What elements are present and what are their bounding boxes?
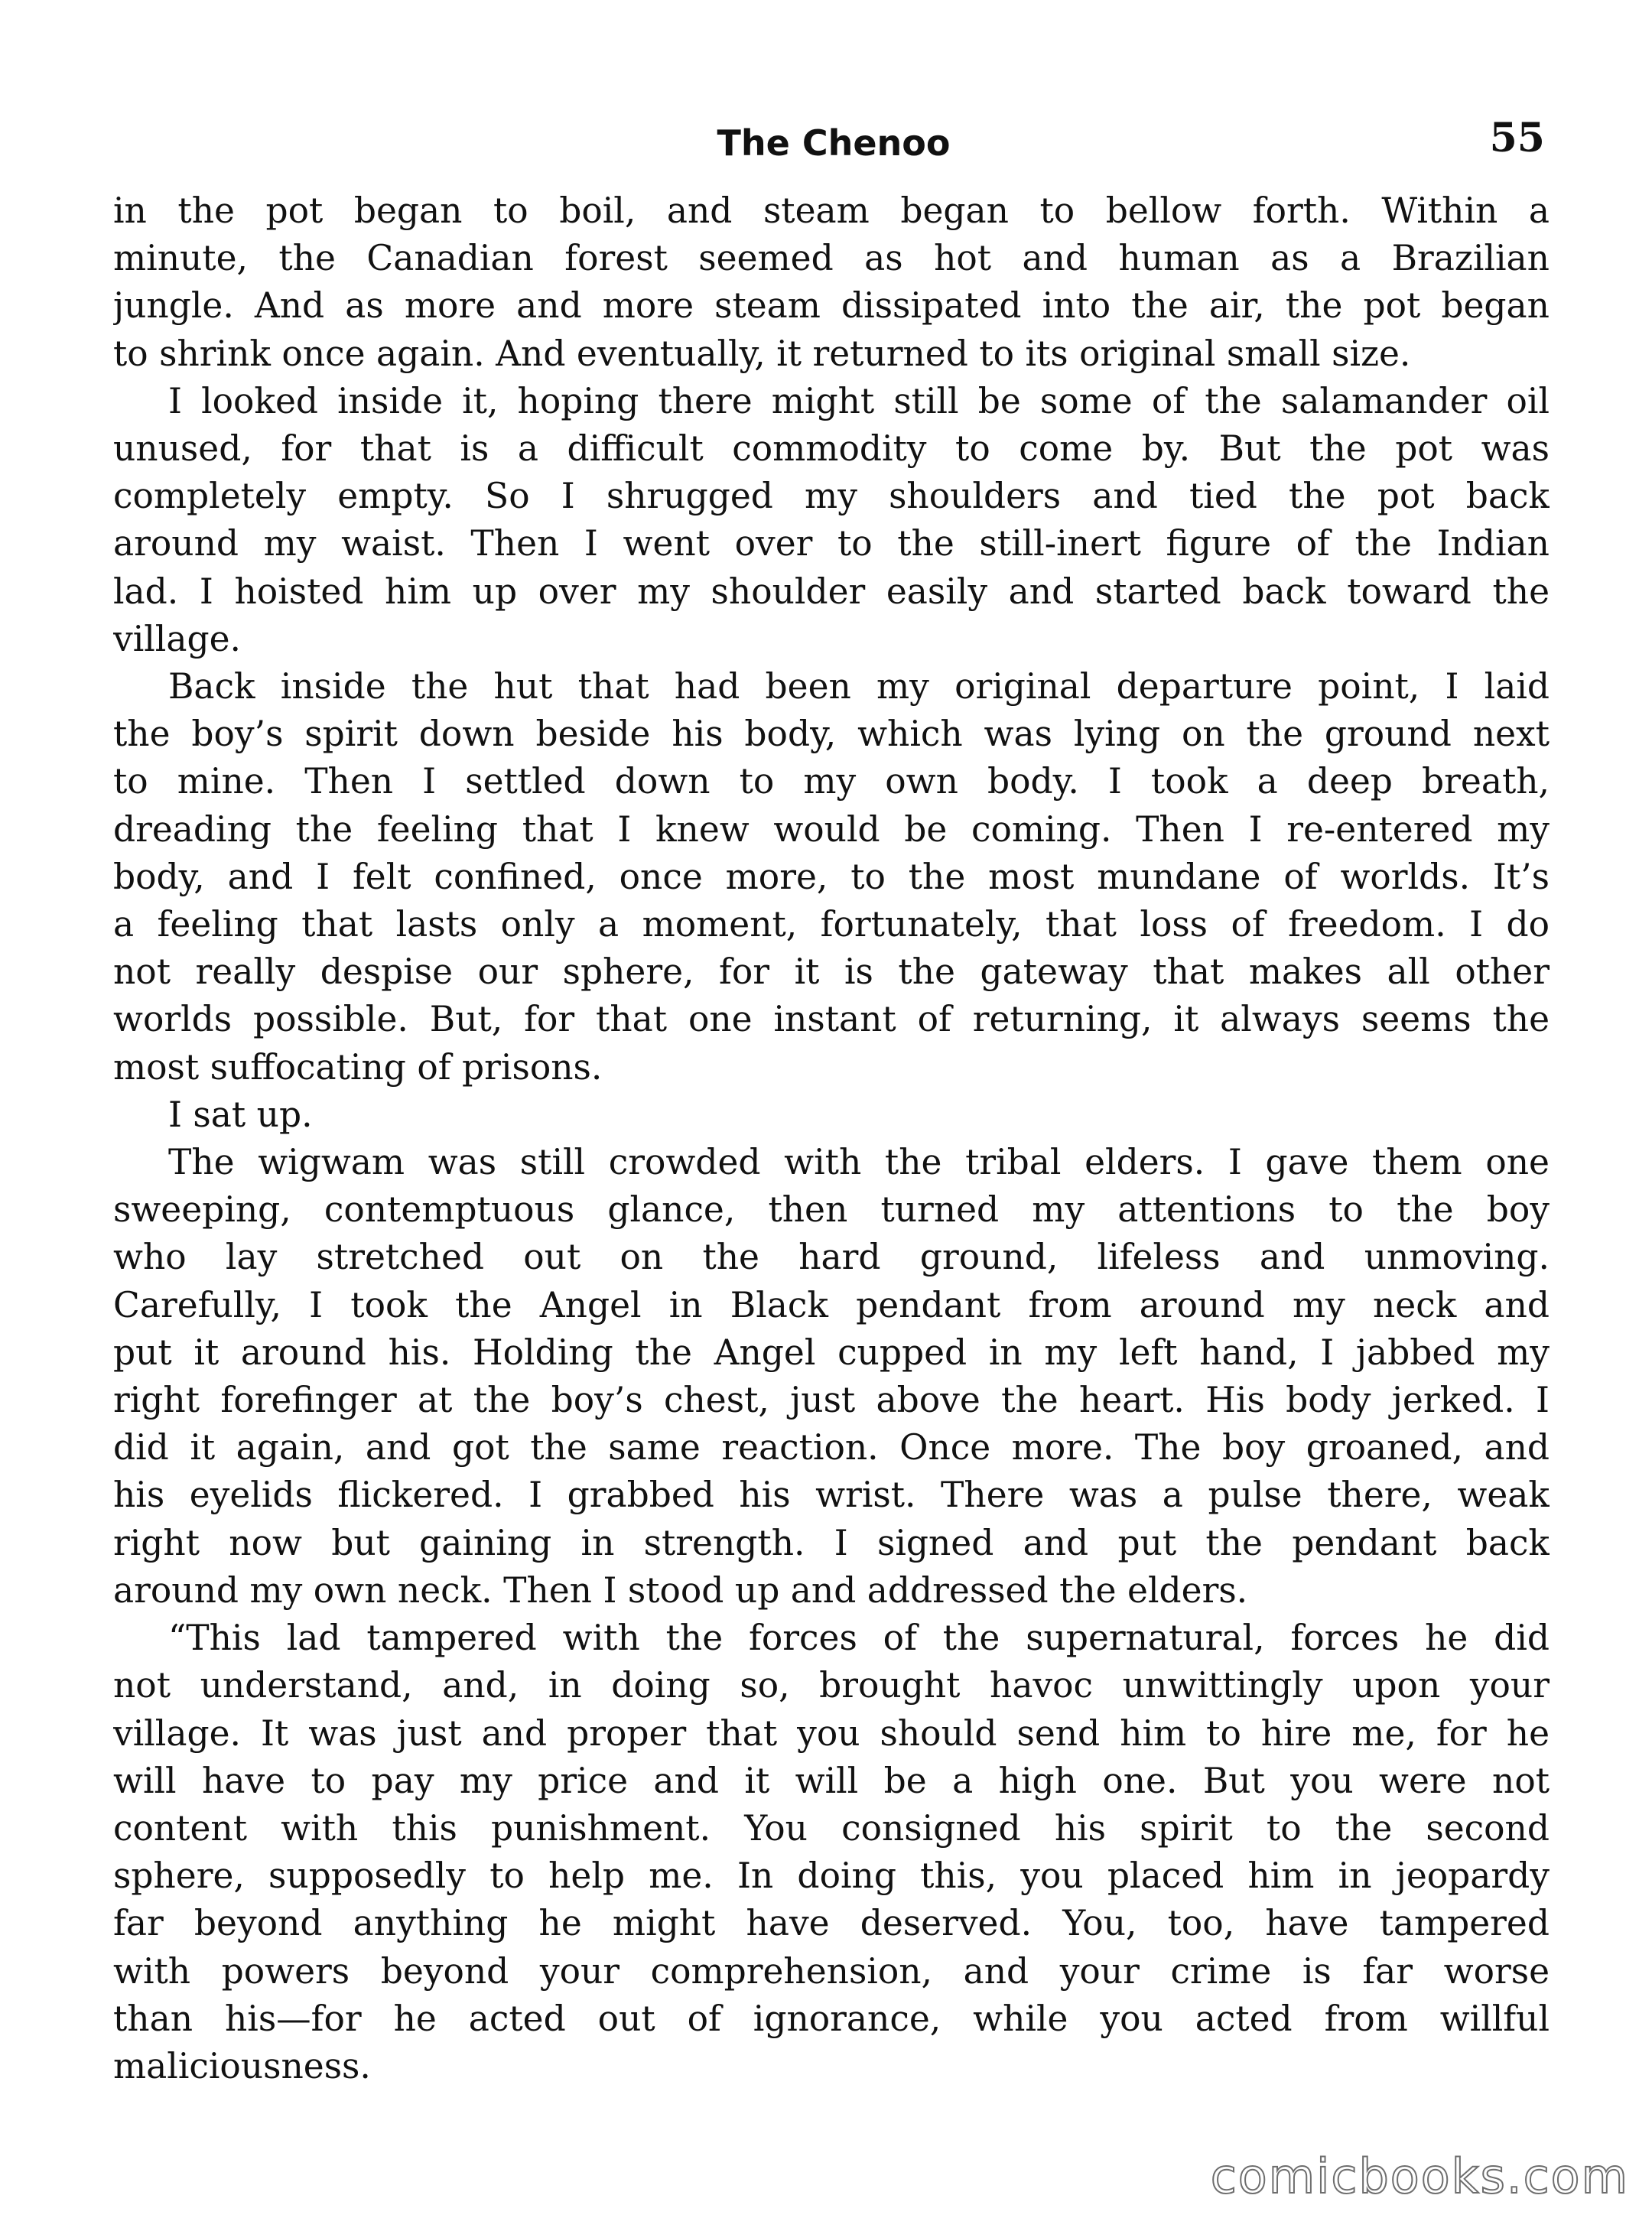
text-line: I looked inside it, hoping there might still be some of the salamander oil	[168, 380, 1550, 421]
book-title: The Chenoo	[717, 122, 951, 164]
text-line: village.	[113, 618, 242, 659]
text-line: far beyond anything he might have deserved. You, too, have tampered	[113, 1903, 1550, 1944]
text-line: around my waist. Then I went over to the still-inert figure of the Indian	[113, 523, 1550, 564]
text-line: with powers beyond your comprehension, and your crime is far worse	[113, 1950, 1550, 1992]
text-line: right forefinger at the boy’s chest, just above the heart. His body jerked. I	[113, 1380, 1550, 1421]
text-line: will have to pay my price and it will be a high one. But you were not	[113, 1760, 1550, 1801]
text-line: around my own neck. Then I stood up and addressed the elders.	[113, 1569, 1248, 1611]
text-line: the boy’s spirit down beside his body, which was lying on the ground next	[113, 714, 1550, 755]
text-line: put it around his. Holding the Angel cupped in my left hand, I jabbed my	[113, 1332, 1550, 1373]
text-line: content with this punishment. You consigned his spirit to the second	[113, 1807, 1550, 1849]
text-line: lad. I hoisted him up over my shoulder easily and started back toward the	[113, 571, 1550, 612]
text-line: village. It was just and proper that you should send him to hire me, for he	[113, 1712, 1550, 1754]
text-line: to shrink once again. And eventually, it returned to its original small size.	[113, 333, 1411, 374]
text-line: a feeling that lasts only a moment, fortunately, that loss of freedom. I do	[113, 904, 1550, 945]
text-line: jungle. And as more and more steam dissipated into the air, the pot began	[113, 285, 1550, 327]
text-line: minute, the Canadian forest seemed as hot and human as a Brazilian	[113, 238, 1550, 279]
text-line: in the pot began to boil, and steam began to bellow forth. Within a	[113, 190, 1550, 231]
text-line: did it again, and got the same reaction. Once more. The boy groaned, and	[113, 1427, 1550, 1468]
text-line: unused, for that is a difficult commodity to come by. But the pot was	[113, 428, 1550, 470]
text-line: maliciousness.	[113, 2045, 371, 2086]
text-line: worlds possible. But, for that one instant of returning, it always seems the	[113, 999, 1550, 1040]
text-line: “This lad tampered with the forces of the supernatural, forces he did	[168, 1618, 1550, 1659]
text-line: completely empty. So I shrugged my shoulders and tied the pot back	[113, 476, 1550, 517]
text-line: to mine. Then I settled down to my own body. I took a deep breath,	[113, 761, 1550, 802]
watermark: comicbooks.com	[1210, 2148, 1629, 2204]
text-line: his eyelids flickered. I grabbed his wrist. There was a pulse there, weak	[113, 1475, 1550, 1516]
text-line: right now but gaining in strength. I signed and put the pendant back	[113, 1522, 1550, 1563]
running-head	[115, 115, 1553, 176]
text-line: not understand, and, in doing so, brought havoc unwittingly upon your	[113, 1665, 1550, 1706]
text-line: dreading the feeling that I knew would be coming. Then I re-entered my	[113, 808, 1550, 850]
text-line: Carefully, I took the Angel in Black pendant from around my neck and	[113, 1284, 1550, 1325]
body-text	[113, 187, 1550, 2090]
text-line: I sat up.	[168, 1094, 313, 1135]
text-line: sphere, supposedly to help me. In doing this, you placed him in jeopardy	[113, 1855, 1550, 1897]
text-line: who lay stretched out on the hard ground, lifeless and unmoving.	[113, 1237, 1550, 1278]
text-line: body, and I felt confined, once more, to the most mundane of worlds. It’s	[113, 856, 1550, 897]
page-number: 55	[1489, 115, 1545, 161]
text-line: than his—for he acted out of ignorance, while you acted from willful	[113, 1998, 1550, 2039]
text-line: Back inside the hut that had been my original departure point, I laid	[168, 666, 1550, 707]
text-line: not really despise our sphere, for it is the gateway that makes all other	[113, 951, 1550, 993]
text-line: The wigwam was still crowded with the tribal elders. I gave them one	[168, 1142, 1550, 1183]
text-line: most suffocating of prisons.	[113, 1046, 603, 1088]
text-line: sweeping, contemptuous glance, then turned my attentions to the boy	[113, 1189, 1550, 1231]
